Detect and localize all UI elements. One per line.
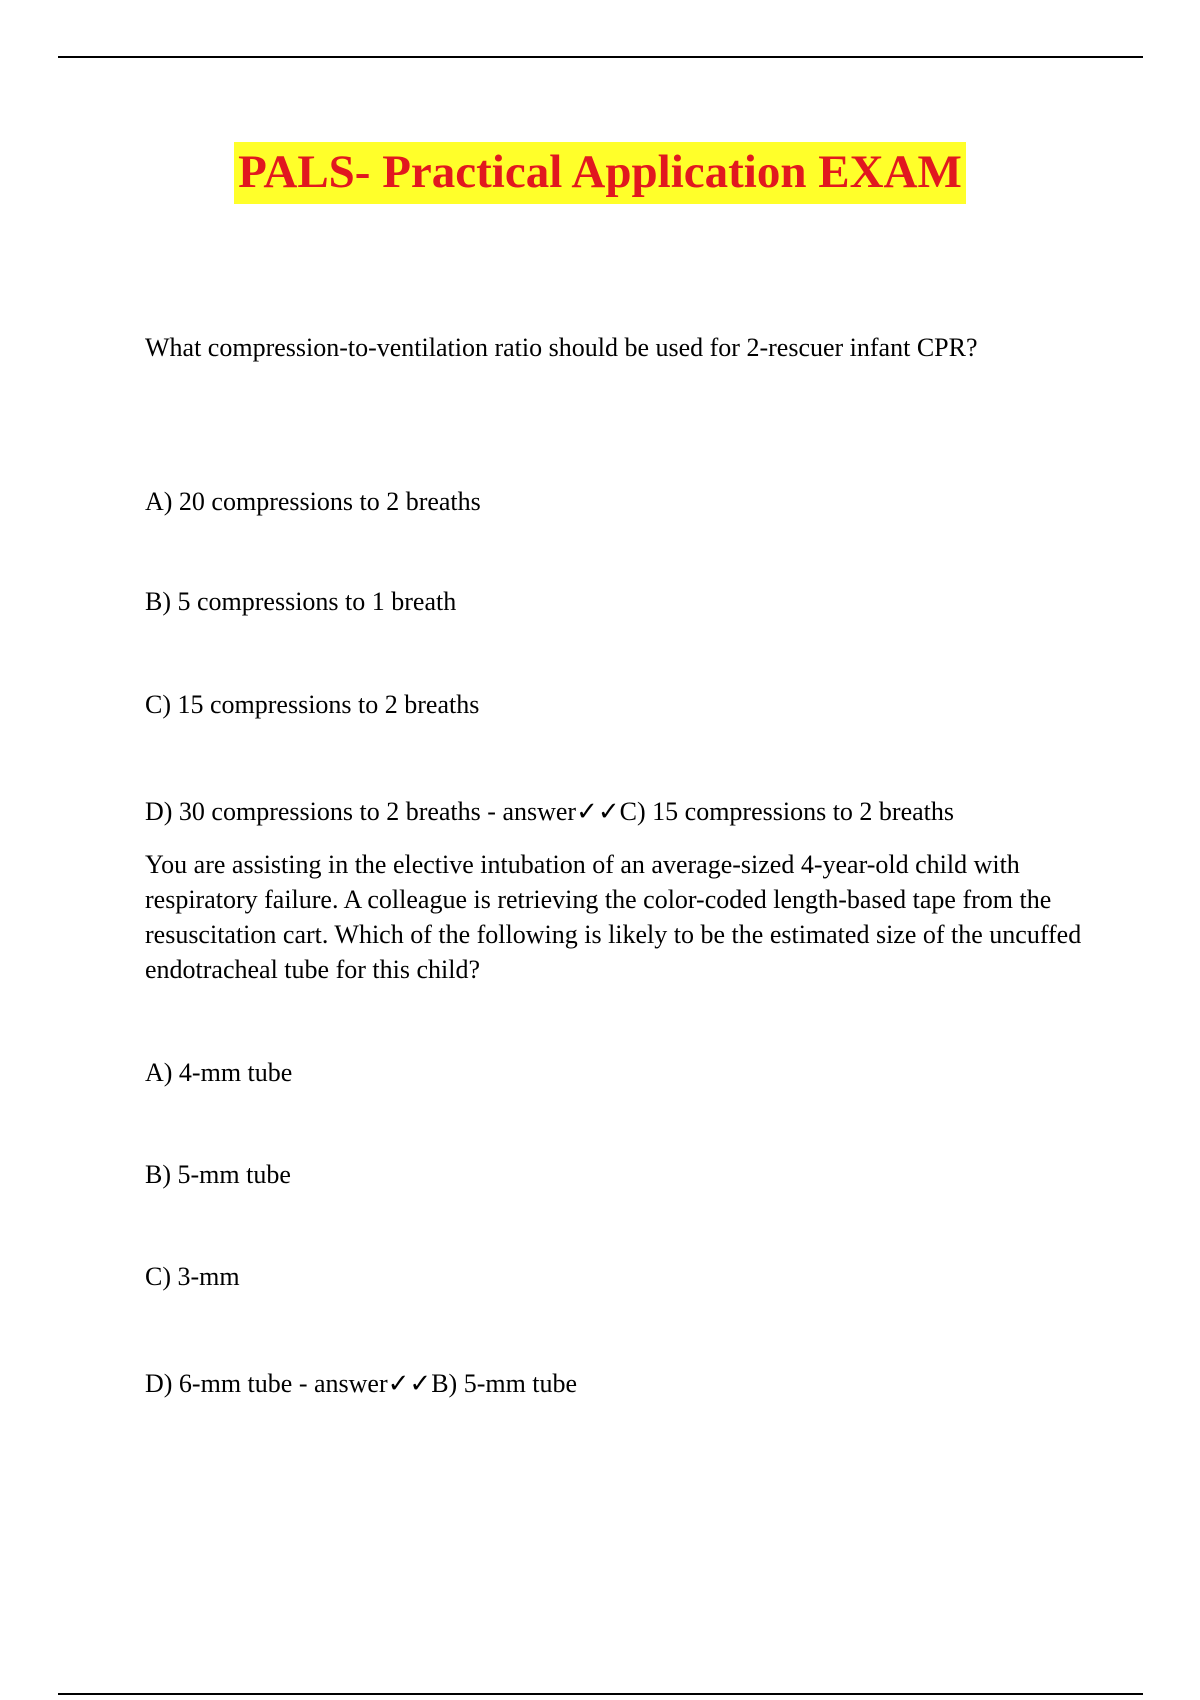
title-block [0,142,1200,204]
question-2-text: You are assisting in the elective intubation of an average-sized 4-year-old child with respiratory failure. A colleague is retrieving the color-coded length-based tape from the resuscitation cart. Which of the following is likely to be the estimated size of the uncuffed endotracheal tube for this child? [145,850,1082,984]
bottom-rule [58,1693,1143,1695]
answer-label: answer [502,797,577,826]
question-2-option-c: C) 3-mm [145,1262,240,1291]
question-2-option-a: A) 4-mm tube [145,1058,293,1087]
question-1-option-d-with-answer: D) 30 compressions to 2 breaths - answer✓✓C) 15 compressions to 2 breaths [145,797,955,826]
document-title: PALS- Practical Application EXAM [234,142,966,204]
check-marks-icon: ✓✓ [387,1369,432,1398]
check-marks-icon: ✓✓ [576,797,620,826]
question-1-text: What compression-to-ventilation ratio should be used for 2-rescuer infant CPR? [145,333,978,362]
question-2-answer: B) 5-mm tube [431,1369,578,1398]
question-1-option-b: B) 5 compressions to 1 breath [145,587,457,616]
question-2-option-b: B) 5-mm tube [145,1160,291,1189]
top-rule [58,56,1143,58]
question-2-option-d: D) 6-mm tube [145,1369,293,1398]
question-2-option-d-with-answer: D) 6-mm tube - answer✓✓B) 5-mm tube [145,1369,578,1398]
question-1-option-d: D) 30 compressions to 2 breaths [145,797,481,826]
question-1-option-a: A) 20 compressions to 2 breaths [145,487,481,516]
answer-label: answer [313,1369,388,1398]
question-1-answer: C) 15 compressions to 2 breaths [619,797,955,826]
question-1-option-c: C) 15 compressions to 2 breaths [145,690,480,719]
